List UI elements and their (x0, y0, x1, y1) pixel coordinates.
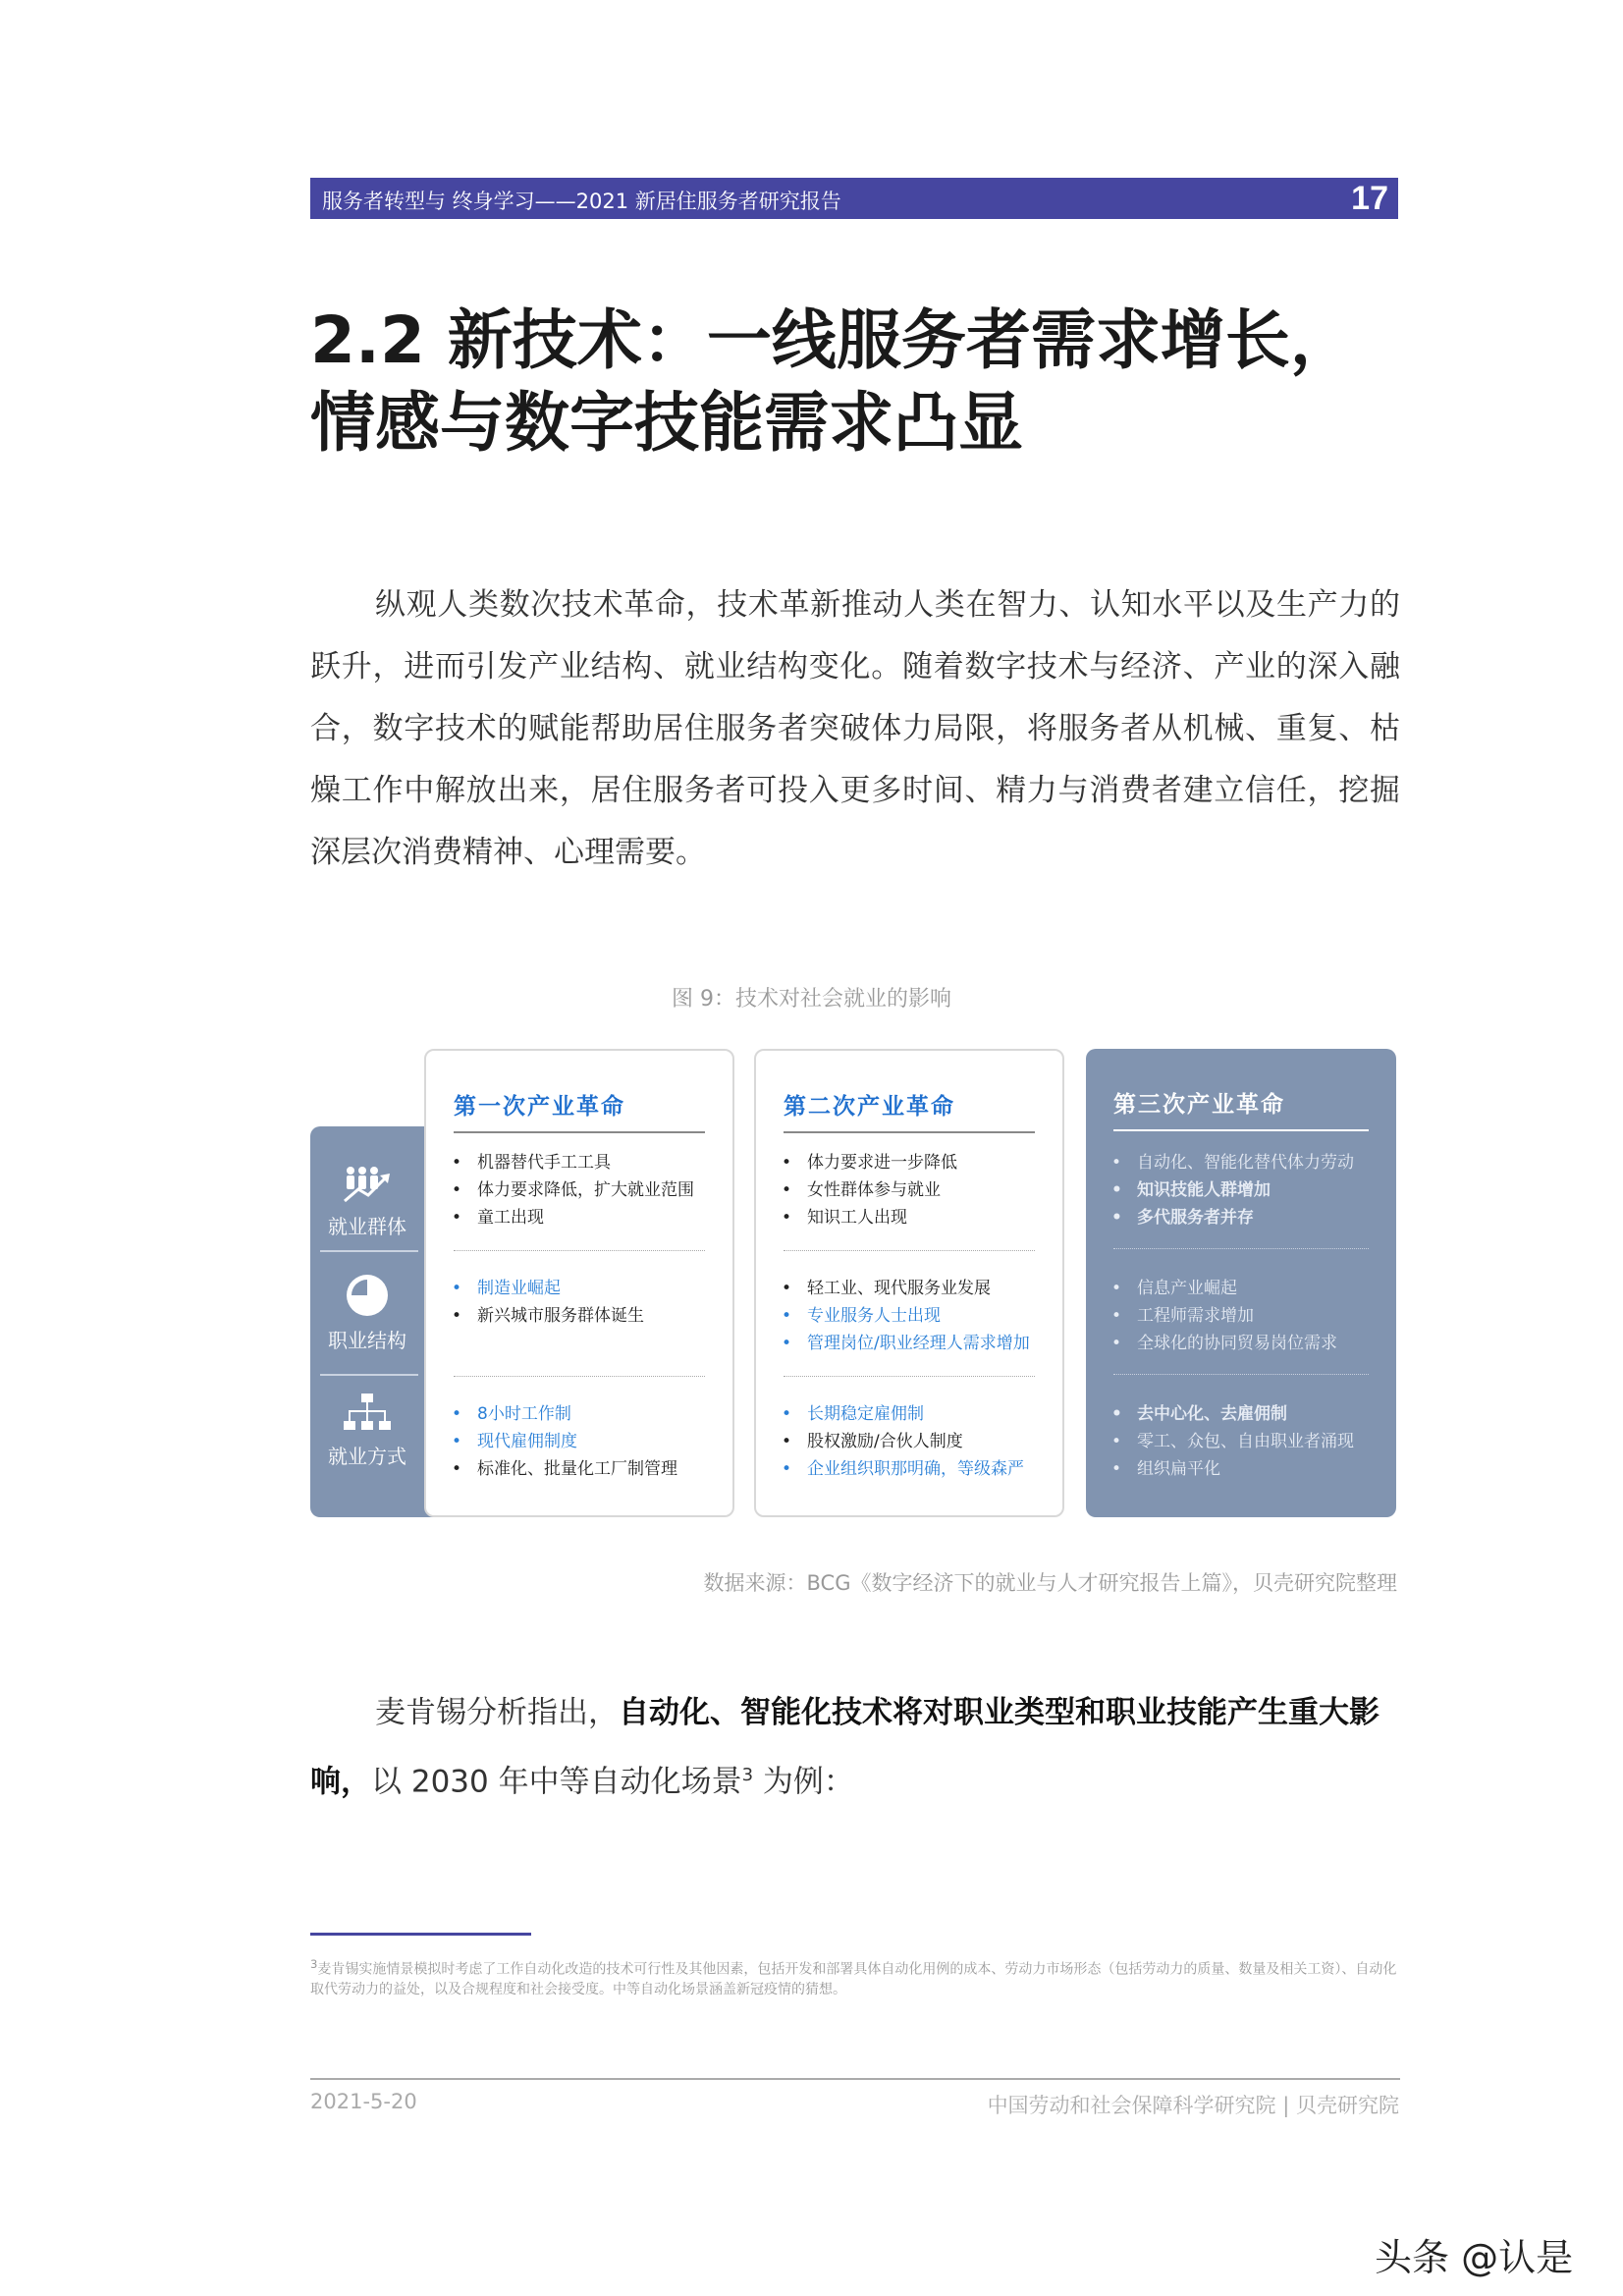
bullet-item: • 多代服务者并存 (1111, 1204, 1386, 1231)
figure-row-labels (310, 1126, 438, 1517)
bullet-group (452, 1400, 723, 1483)
header-title: 服务者转型与 终身学习——2021 新居住服务者研究报告 (322, 190, 841, 213)
bullet-item: • 股权激励/合伙人制度 (782, 1428, 1053, 1455)
footnote-divider (310, 1933, 531, 1936)
bullet-item: • 体力要求降低，扩大就业范围 (452, 1176, 723, 1204)
footer-divider (310, 2078, 1400, 2080)
row-label-text: 就业群体 (328, 1215, 406, 1238)
dotted-divider (1113, 1374, 1369, 1375)
bullet-group (452, 1149, 723, 1231)
bullet-item: • 长期稳定雇佣制 (782, 1400, 1053, 1428)
card-3 (1086, 1049, 1396, 1517)
bullet-item: • 轻工业、现代服务业发展 (782, 1275, 1053, 1302)
bullet-group (1111, 1275, 1386, 1357)
divider (320, 1250, 418, 1252)
title-underline (454, 1131, 705, 1133)
org-chart-icon (344, 1394, 391, 1433)
dotted-divider (454, 1250, 705, 1251)
title-line: 情感与数字技能需求凸显 (310, 385, 1023, 461)
page-number: 17 (1351, 180, 1388, 217)
bullet-group (1111, 1400, 1386, 1483)
bullet-item: • 组织扁平化 (1111, 1455, 1386, 1483)
dotted-divider (1113, 1248, 1369, 1249)
card-1 (424, 1049, 734, 1517)
text: 为例： (753, 1764, 854, 1800)
watermark: 头条 @认是 (1375, 2236, 1574, 2279)
card-title: 第一次产业革命 (454, 1094, 625, 1120)
bullet-item: • 工程师需求增加 (1111, 1302, 1386, 1330)
row-label-employment-group (310, 1166, 424, 1239)
bullet-item: • 信息产业崛起 (1111, 1275, 1386, 1302)
bullet-item: • 现代雇佣制度 (452, 1428, 723, 1455)
bullet-item: • 新兴城市服务群体诞生 (452, 1302, 723, 1330)
bullet-item: • 标准化、批量化工厂制管理 (452, 1455, 723, 1483)
pie-icon (346, 1274, 389, 1317)
bullet-item: • 制造业崛起 (452, 1275, 723, 1302)
bullet-item: • 机器替代手工工具 (452, 1149, 723, 1176)
bullet-item: • 知识工人出现 (782, 1204, 1053, 1231)
bullet-item: • 体力要求进一步降低 (782, 1149, 1053, 1176)
title-underline (784, 1131, 1035, 1133)
bullet-group (782, 1275, 1053, 1357)
bullet-item: • 女性群体参与就业 (782, 1176, 1053, 1204)
divider (320, 1374, 418, 1376)
bullet-item: • 自动化、智能化替代体力劳动 (1111, 1149, 1386, 1176)
bold-text: 自动化、智能化技术将对职业类型和职业技能产生重大影响， (310, 1695, 1380, 1800)
bullet-item: • 去中心化、去雇佣制 (1111, 1400, 1386, 1428)
title-underline (1113, 1129, 1369, 1131)
footnote-number: 3 (310, 1957, 318, 1971)
dotted-divider (784, 1250, 1035, 1251)
dotted-divider (454, 1376, 705, 1377)
section-title (310, 300, 1355, 465)
card-title: 第三次产业革命 (1113, 1092, 1285, 1118)
bullet-item: • 管理岗位/职业经理人需求增加 (782, 1330, 1053, 1357)
bullet-item: • 8小时工作制 (452, 1400, 723, 1428)
title-line: 2.2 新技术：一线服务者需求增长， (310, 302, 1355, 378)
row-label-text: 职业结构 (328, 1329, 406, 1352)
card-2 (754, 1049, 1064, 1517)
dotted-divider (784, 1376, 1035, 1377)
footnote (310, 1954, 1400, 1999)
row-label-employment-mode (310, 1394, 424, 1469)
bullet-item: • 全球化的协同贸易岗位需求 (1111, 1330, 1386, 1357)
bullet-item: • 企业组织职那明确，等级森严 (782, 1455, 1053, 1483)
bullet-group (1111, 1149, 1386, 1231)
footer-org: 中国劳动和社会保障科学研究院 | 贝壳研究院 (987, 2094, 1399, 2117)
bullet-item: • 零工、众包、自由职业者涌现 (1111, 1428, 1386, 1455)
bullet-item: • 知识技能人群增加 (1111, 1176, 1386, 1204)
bullet-group (782, 1400, 1053, 1483)
figure-caption: 图 9：技术对社会就业的影响 (672, 987, 951, 1011)
body-paragraph (310, 1682, 1400, 1813)
footnote-ref[interactable]: 3 (741, 1765, 754, 1785)
bullet-item: • 童工出现 (452, 1204, 723, 1231)
bullet-item: • 专业服务人士出现 (782, 1302, 1053, 1330)
footer-date: 2021-5-20 (310, 2090, 417, 2113)
row-label-occupation-structure (310, 1274, 424, 1353)
running-header (310, 178, 1398, 219)
figure-source: 数据来源：BCG《数字经济下的就业与人才研究报告上篇》，贝壳研究院整理 (703, 1571, 1397, 1595)
people-growth-icon (343, 1166, 392, 1203)
text: 麦肯锡分析指出， (375, 1695, 619, 1730)
bullet-group (782, 1149, 1053, 1231)
row-label-text: 就业方式 (328, 1445, 406, 1468)
footnote-text: 麦肯锡实施情景模拟时考虑了工作自动化改造的技术可行性及其他因素，包括开发和部署具体自动化用例的成本、劳动力市场形态（包括劳动力的质量、数量及相关工资）、自动化取代劳动力的益处，以及合规程度和社会接受度。中等自动化场景涵盖新冠疫情的猜想。 (310, 1961, 1397, 1997)
bullet-group (452, 1275, 723, 1330)
body-paragraph: 纵观人类数次技术革命，技术革新推动人类在智力、认知水平以及生产力的跃升，进而引发产业结构、就业结构变化。随着数字技术与经济、产业的深入融合，数字技术的赋能帮助居住服务者突破体力局限，将服务者从机械、重复、枯燥工作中解放出来，居住服务者可投入更多时间、精力与消费者建立信任，挖掘深层次消费精神、心理需要。 (310, 587, 1400, 870)
card-title: 第二次产业革命 (784, 1094, 955, 1120)
text: 以 2030 年中等自动化场景 (371, 1764, 742, 1800)
